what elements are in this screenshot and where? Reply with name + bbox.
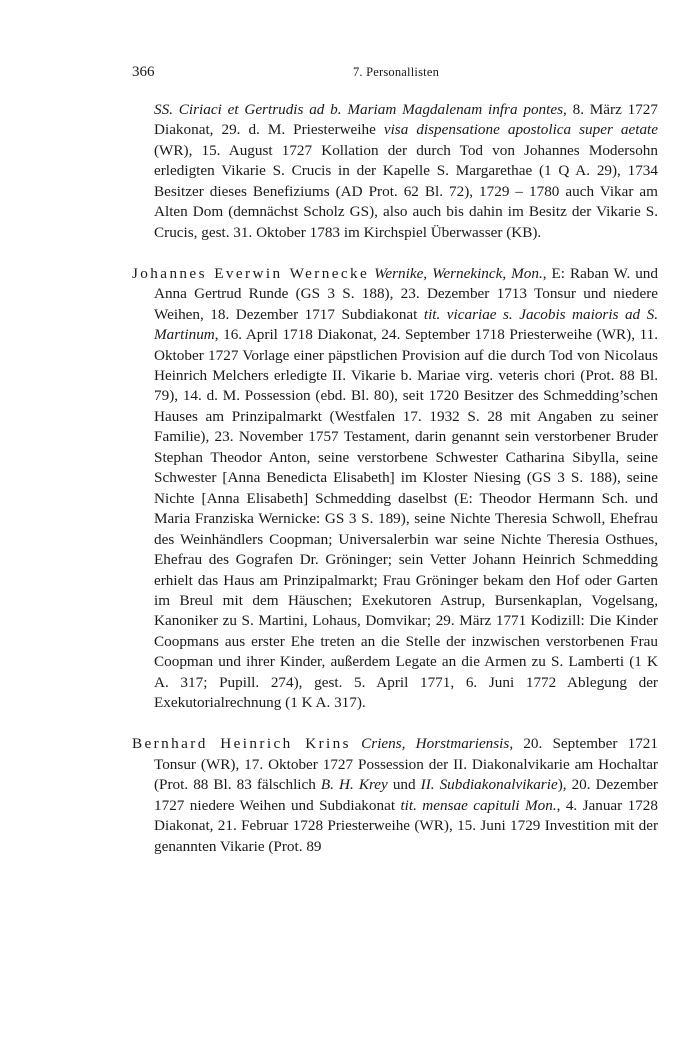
entry-wernecke-text-2: , 16. April 1718 Diakonat, 24. September 1718 Priesterweihe (WR), 11. Oktober 1727 Vorlage einer päpstlichen Provision auf die durch Tod von Nicolaus Heinrich Melchers erledigte II. Vikarie b. Mariae virg. veteris chori (Prot. 88 Bl. 79), 14. d. M. Possession (ebd. Bl. 80), seit 1720 Besitzer des Schmedding’schen Hauses am Prinzipalmarkt (Westfalen 17. 1932 S. 28 mit Angaben zu seiner Familie), 23. November 1757 Testament, darin genannt sein verstorbener Bruder Stephan Theodor Anton, seine verstorbene Schwester Catharina Sibylla, seine Schwester [Anna Benedicta Elisabeth] im Kloster Niesing (GS 3 S. 188), seine Nichte [Anna Elisabeth] Schmedding daselbst (E: Theodor Hermann Sch. und Maria Franziska Wernicke: GS 3 S. 189), seine Nichte Theresia Schwoll, Ehefrau des Weinhändlers Coopman; Universalerbin war seine Nichte Theresia Osthues, Ehefrau des Gografen Dr. Gröninger; sein Vetter Johann Heinrich Schmedding erhielt das Haus am Prinzipalmarkt; Frau Gröninger bekam den Hof oder Garten im Breul mit dem Häuschen; Exekutoren Astrup, Bursenkaplan, Vogelsang, Kanoniker zu S. Martini, Lohaus, Domvikar; 29. März 1771 Kodizill: Die Kinder Coopmans aus erster Ehe treten an die Stelle der inzwischen verstorbenen Frau Coopman und ihrer Kinder, außerdem Legate an die Armen zu S. Lamberti (1 K A. 317; Pupill. 274), gest. 5. April 1771, 6. Juni 1772 Ablegung der Exekutorialrechnung (1 K A. 317).: [154, 326, 658, 712]
entry-wernecke-italic-2: tit. vicariae s. Jacobis maioris ad S. Martinum: [154, 305, 658, 344]
person-name-krins: Bernhard Heinrich Krins: [132, 735, 351, 753]
entry-krins-italic-2: B. H. Krey: [320, 776, 388, 794]
entry-wernecke-italic-1: Wernike, Wernekinck, Mon.: [374, 264, 543, 282]
person-name-wernecke: Johannes Everwin Wernecke: [132, 264, 370, 282]
entry-krins-text-4: , 4. Januar 1728 Diakonat, 21. Februar 1728 Priesterweihe (WR), 15. Juni 1729 Investition mit der genannten Vikarie (Prot. 89: [154, 796, 658, 855]
page-number: 366: [132, 64, 155, 80]
entry-krins-italic-1: Criens, Horstmariensis: [361, 735, 510, 753]
entry-continued-italic-2: visa dispensatione apostolica super aetate: [383, 121, 658, 139]
entry-krins-italic-4: tit. mensae capituli Mon.: [400, 796, 557, 814]
running-head: 7. Personallisten: [352, 65, 440, 79]
entry-wernecke-text-1: , E: Raban W. und Anna Gertrud Runde (GS 3 S. 188), 23. Dezember 1713 Tonsur und niedere Weihen, 18. Dezember 1717 Subdiakonat: [154, 264, 658, 323]
entry-continued-italic-1: SS. Ciriaci et Gertrudis ad b. Mariam Magdalenam infra pontes: [154, 101, 564, 118]
entry-continued-text-2: (WR), 15. August 1727 Kollation der durch Tod von Johannes Modersohn erledigten Vikarie S. Crucis in der Kapelle S. Margarethae (1 Q A. 29), 1734 Besitzer dieses Benefiziums (AD Prot. 62 Bl. 72), 1729 – 1780 auch Vikar am Alten Dom (demnächst Scholz GS), also auch bis dahin im Besitz der Vikarie S. Crucis, gest. 31. Oktober 1783 im Kirchspiel Überwasser (KB).: [154, 141, 658, 241]
entry-wernecke: [132, 264, 658, 714]
entry-krins-italic-3: II. Subdiakonalvikarie: [420, 776, 558, 794]
body-text: [132, 100, 658, 857]
page-header: [132, 64, 660, 84]
entry-continued-text-1: , 8. März 1727 Diakonat, 29. d. M. Priesterweihe: [154, 101, 658, 139]
entry-continued: [132, 100, 658, 243]
entry-krins-text-2: und: [387, 776, 421, 794]
entry-krins: [132, 734, 658, 857]
entry-krins-text-1: , 20. September 1721 Tonsur (WR), 17. Oktober 1727 Possession der II. Diakonalvikarie am Hochaltar (Prot. 88 Bl. 83 fälschlich: [154, 735, 658, 794]
entry-krins-text-3: ), 20. Dezember 1727 niedere Weihen und Subdiakonat: [154, 776, 658, 814]
